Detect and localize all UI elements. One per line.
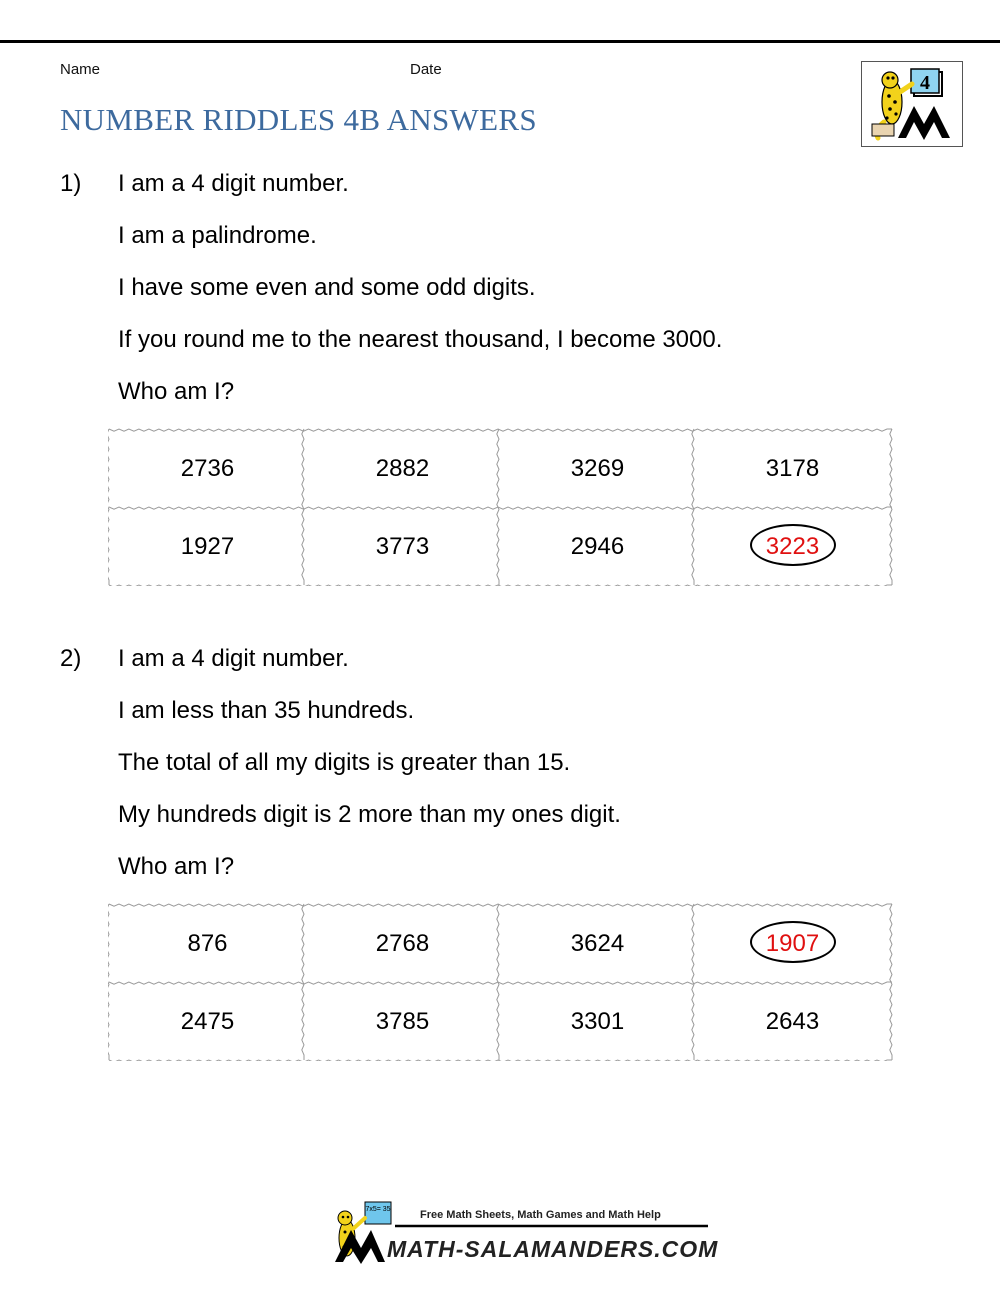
grid-zigzag-line: [108, 429, 109, 585]
question-1-option[interactable]: 2946: [570, 533, 625, 560]
question-2-option[interactable]: 3624: [570, 930, 625, 957]
question-2-line-3: The total of all my digits is greater than 15.: [118, 749, 571, 776]
question-1-option[interactable]: 2736: [180, 455, 235, 482]
top-rule: [0, 40, 1000, 43]
footer-site-name[interactable]: MATH-SALAMANDERS.COM: [387, 1236, 719, 1262]
question-1-answer-grid: [108, 428, 893, 586]
question-2-option[interactable]: 3301: [570, 1008, 625, 1035]
footer-logo[interactable]: [325, 1200, 719, 1270]
question-2-number: 2): [60, 645, 82, 672]
question-1-line-4: If you round me to the nearest thousand, I become 3000.: [118, 326, 723, 353]
logo-grade-text: 4: [920, 72, 930, 94]
question-1-answer-circled[interactable]: 3223: [695, 508, 890, 586]
question-2-option[interactable]: 3785: [375, 1008, 430, 1035]
question-2-option[interactable]: 2643: [765, 1008, 820, 1035]
page-title: NUMBER RIDDLES 4B ANSWERS: [60, 102, 537, 137]
question-2-option[interactable]: 2768: [375, 930, 430, 957]
question-1-line-5: Who am I?: [118, 378, 235, 405]
question-1-option[interactable]: 1927: [180, 533, 235, 560]
question-2-line-2: I am less than 35 hundreds.: [118, 697, 415, 724]
salamander-logo: [861, 61, 963, 147]
question-2-option[interactable]: 876: [187, 930, 228, 957]
question-1-line-2: I am a palindrome.: [118, 222, 317, 249]
question-1-option[interactable]: 3269: [570, 455, 625, 482]
question-1-option[interactable]: 3178: [765, 455, 820, 482]
name-label: Name: [60, 61, 101, 78]
date-label: Date: [410, 61, 442, 78]
footer-tagline: Free Math Sheets, Math Games and Math Help: [420, 1209, 661, 1221]
question-1-option[interactable]: 3773: [375, 533, 430, 560]
question-1-option[interactable]: 2882: [375, 455, 430, 482]
question-2-line-4: My hundreds digit is 2 more than my ones digit.: [118, 801, 621, 828]
question-1-line-3: I have some even and some odd digits.: [118, 274, 536, 301]
question-2-line-1: I am a 4 digit number.: [118, 645, 349, 672]
footer-badge-text: 7x5= 35: [365, 1206, 391, 1213]
question-2-answer-grid: [108, 903, 893, 1061]
question-2-answer-circled[interactable]: 1907: [695, 905, 890, 983]
salamander-logo-icon: [862, 62, 962, 146]
grid-zigzag-line: [108, 904, 109, 1060]
question-1-number: 1): [60, 170, 82, 197]
question-1-line-1: I am a 4 digit number.: [118, 170, 349, 197]
question-2-line-5: Who am I?: [118, 853, 235, 880]
question-2-option[interactable]: 2475: [180, 1008, 235, 1035]
